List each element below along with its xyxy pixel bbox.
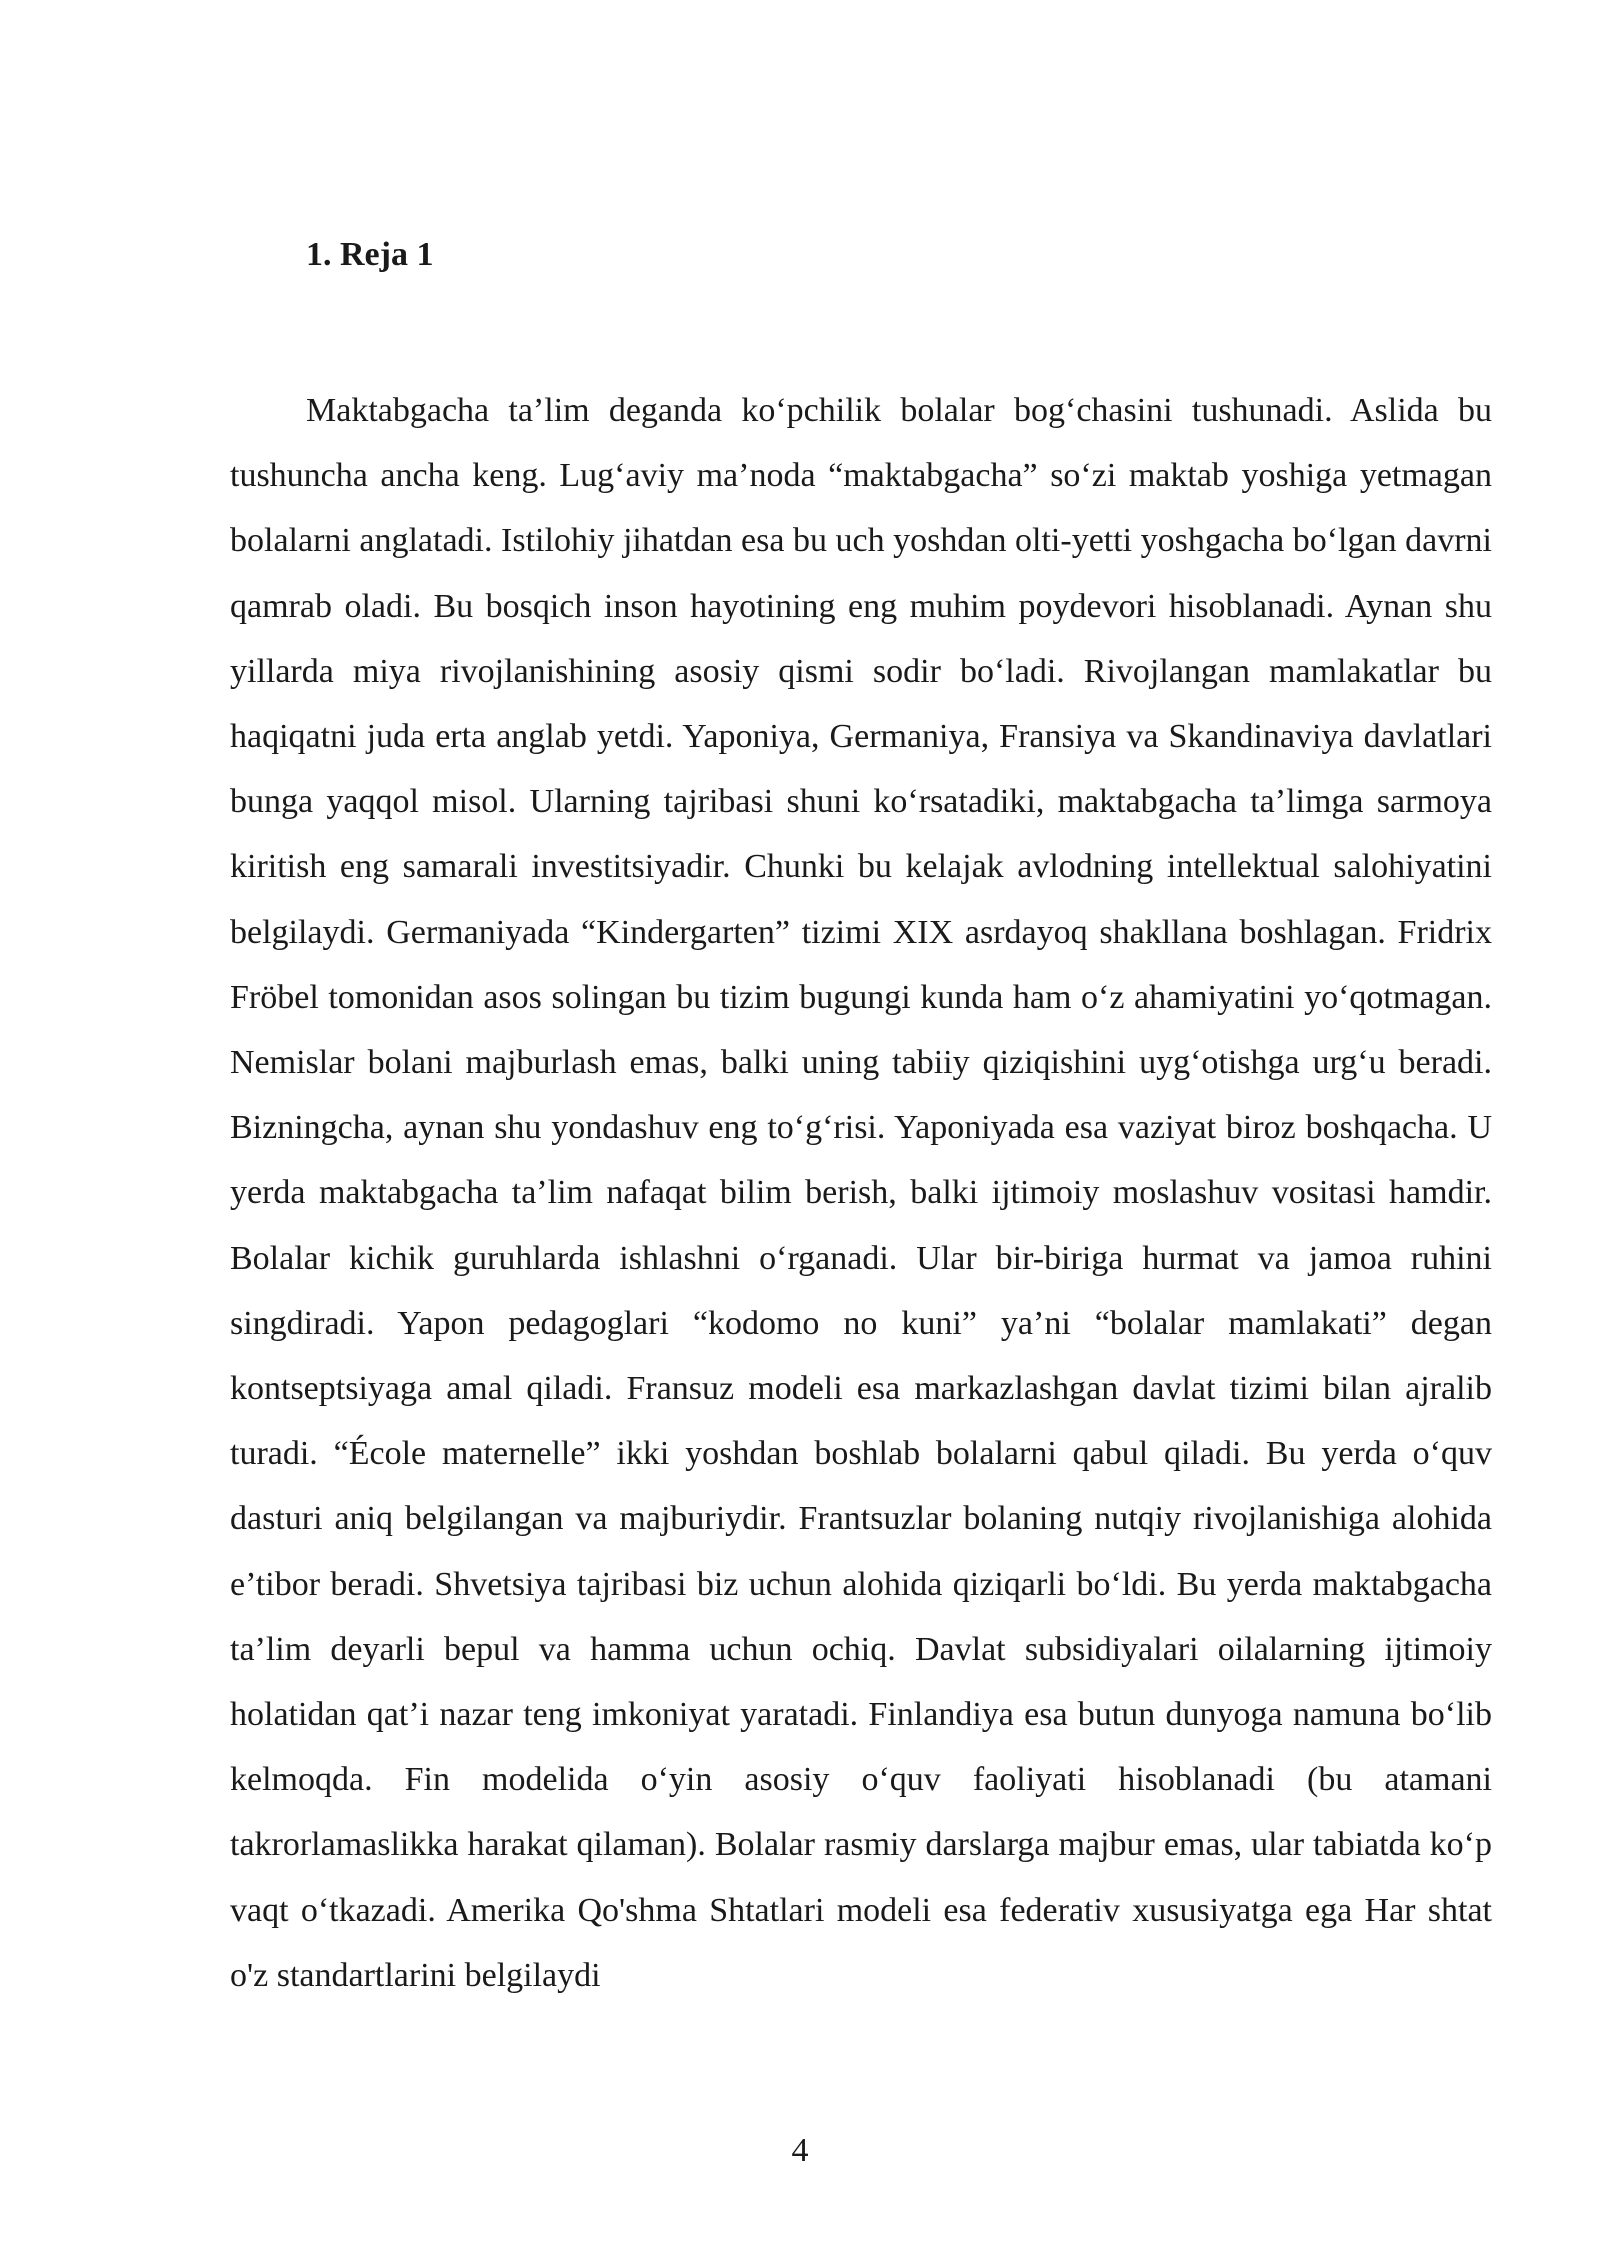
page-number: 4 [791,2132,809,2169]
section-heading: 1. Reja 1 [306,236,434,273]
body-paragraph: Maktabgacha ta’lim deganda ko‘pchilik bolalar bog‘chasini tushunadi. Aslida bu tushuncha ancha keng. Lug‘aviy ma’noda “maktabgacha” so‘zi maktab yoshiga yetmagan bolalarni anglatadi. Istilohiy jihatdan esa bu uch yoshdan olti-yetti yoshgacha bo‘lgan davrni qamrab oladi. Bu bosqich inson hayotining eng muhim poydevori hisoblanadi. Aynan shu yillarda miya rivojlanishining asosiy qismi sodir bo‘ladi. Rivojlangan mamlakatlar bu haqiqatni juda erta anglab yetdi. Yaponiya, Germaniya, Fransiya va Skandinaviya davlatlari bunga yaqqol misol. Ularning tajribasi shuni ko‘rsatadiki, maktabgacha ta’limga sarmoya kiritish eng samarali investitsiyadir. Chunki bu kelajak avlodning intellektual salohiyatini belgilaydi. Germaniyada “Kindergarten” tizimi XIX asrdayoq shakllana boshlagan. Fridrix Fröbel tomonidan asos solingan bu tizim bugungi kunda ham o‘z ahamiyatini yo‘qotmagan. Nemislar bolani majburlash emas, balki uning tabiiy qiziqishini uyg‘otishga urg‘u beradi. Bizningcha, aynan shu yondashuv eng to‘g‘risi. Yaponiyada esa vaziyat biroz boshqacha. U yerda maktabgacha ta’lim nafaqat bilim berish, balki ijtimoiy moslashuv vositasi hamdir. Bolalar kichik guruhlarda ishlashni o‘rganadi. Ular bir-biriga hurmat va jamoa ruhini singdiradi. Yapon pedagoglari “kodomo no kuni” ya’ni “bolalar mamlakati” degan kontseptsiyaga amal qiladi. Fransuz modeli esa markazlashgan davlat tizimi bilan ajralib turadi. “École maternelle” ikki yoshdan boshlab bolalarni qabul qiladi. Bu yerda o‘quv dasturi aniq belgilangan va majburiydir. Frantsuzlar bolaning nutqiy rivojlanishiga alohida e’tibor beradi. Shvetsiya tajribasi biz uchun alohida qiziqarli bo‘ldi. Bu yerda maktabgacha ta’lim deyarli bepul va hamma uchun ochiq. Davlat subsidiyalari oilalarning ijtimoiy holatidan qat’i nazar teng imkoniyat yaratadi. Finlandiya esa butun dunyoga namuna bo‘lib kelmoqda. Fin modelida o‘yin asosiy o‘quv faoliyati hisoblanadi (bu atamani takrorlamaslikka harakat qilaman). Bolalar rasmiy darslarga majbur emas, ular tabiatda ko‘p vaqt o‘tkazadi. Amerika Qo'shma Shtatlari modeli esa federativ xususiyatga ega Har shtat o'z standartlarini belgilaydi [230,392,1492,1994]
